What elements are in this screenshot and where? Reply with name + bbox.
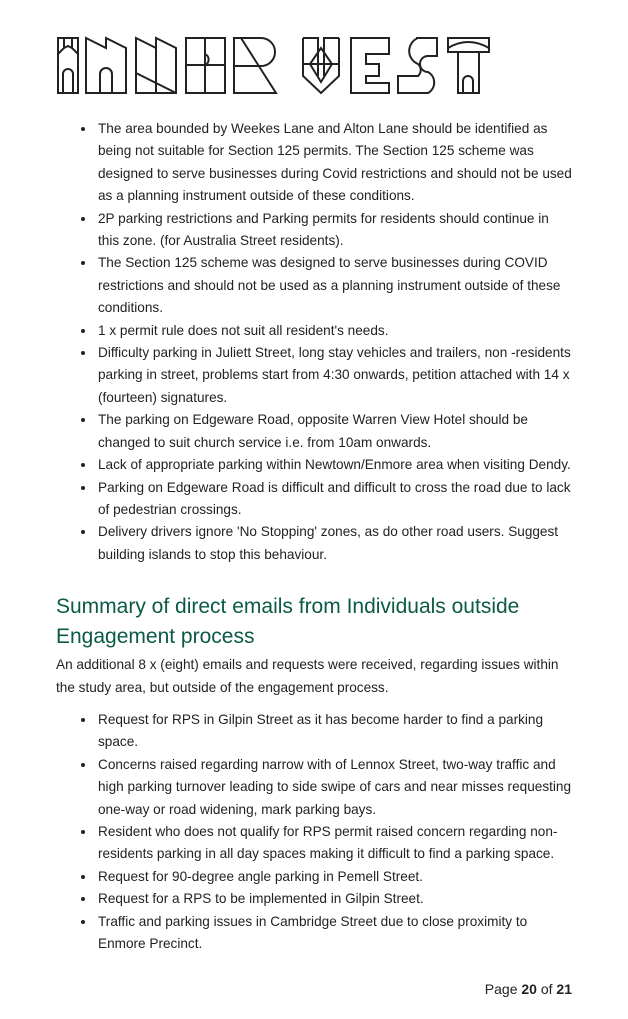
- intro-paragraph: An additional 8 x (eight) emails and requests were received, regarding issues within the study area, but outside of the engagement process.: [56, 657, 559, 695]
- page-label: Page: [484, 981, 518, 998]
- section-heading: Summary of direct emails from Individuals outside: [56, 595, 520, 619]
- list-item: • 1 x permit rule does not suit all resident's needs.: [96, 320, 572, 342]
- list-item: • Request for 90-degree angle parking in Pemell Street.: [96, 866, 572, 888]
- list-item: • The parking on Edgeware Road, opposite Warren View Hotel should be changed to suit church service i.e. from 10am onwards.: [96, 409, 572, 454]
- list-item: • The Section 125 scheme was designed to serve businesses during COVID restrictions and should not be used as a planning instrument outside of these conditions.: [96, 252, 572, 319]
- current-page: 20: [521, 981, 537, 998]
- list-item: • Difficulty parking in Juliett Street, long stay vehicles and trailers, non -residents parking in street, problems start from 4:30 onwards, petition attached with 14 x (fourteen) signatures.: [96, 342, 572, 409]
- list-item: • Traffic and parking issues in Cambridge Street due to close proximity to Enmore Precinct.: [96, 911, 572, 956]
- list-item: • 2P parking restrictions and Parking permits for residents should continue in this zone. (for Australia Street residents).: [96, 208, 572, 253]
- list-item: • Lack of appropriate parking within Newtown/Enmore area when visiting Dendy.: [96, 454, 572, 476]
- list-item: • Delivery drivers ignore 'No Stopping' zones, as do other road users. Suggest building islands to stop this behaviour.: [96, 521, 572, 566]
- list-item: • The area bounded by Weekes Lane and Alton Lane should be identified as being not suitable for Section 125 permits. The Section 125 scheme was designed to serve businesses during Covid restrictions and should not be used as a planning instrument outside of these conditions.: [96, 118, 572, 208]
- list-item: • Request for a RPS to be implemented in Gilpin Street.: [96, 888, 572, 910]
- of-label: of: [540, 981, 553, 998]
- total-pages: 21: [556, 981, 572, 998]
- list-item: • Concerns raised regarding narrow with of Lennox Street, two-way traffic and high parking turnover leading to side swipe of cars and near misses requesting one-way or road widening, mark parking bays.: [96, 754, 572, 821]
- feedback-list: [56, 118, 572, 566]
- page-number: [56, 979, 572, 999]
- list-item: • Resident who does not qualify for RPS permit raised concern regarding non-residents parking in all day spaces making it difficult to find a parking space.: [96, 821, 572, 866]
- email-requests-list: [56, 709, 572, 955]
- inner-west-logo: [56, 36, 496, 98]
- list-item: • Request for RPS in Gilpin Street as it has become harder to find a parking space.: [96, 709, 572, 754]
- list-item: • Parking on Edgeware Road is difficult and difficult to cross the road due to lack of pedestrian crossings.: [96, 477, 572, 522]
- section-heading-continued: Engagement process: [56, 625, 255, 649]
